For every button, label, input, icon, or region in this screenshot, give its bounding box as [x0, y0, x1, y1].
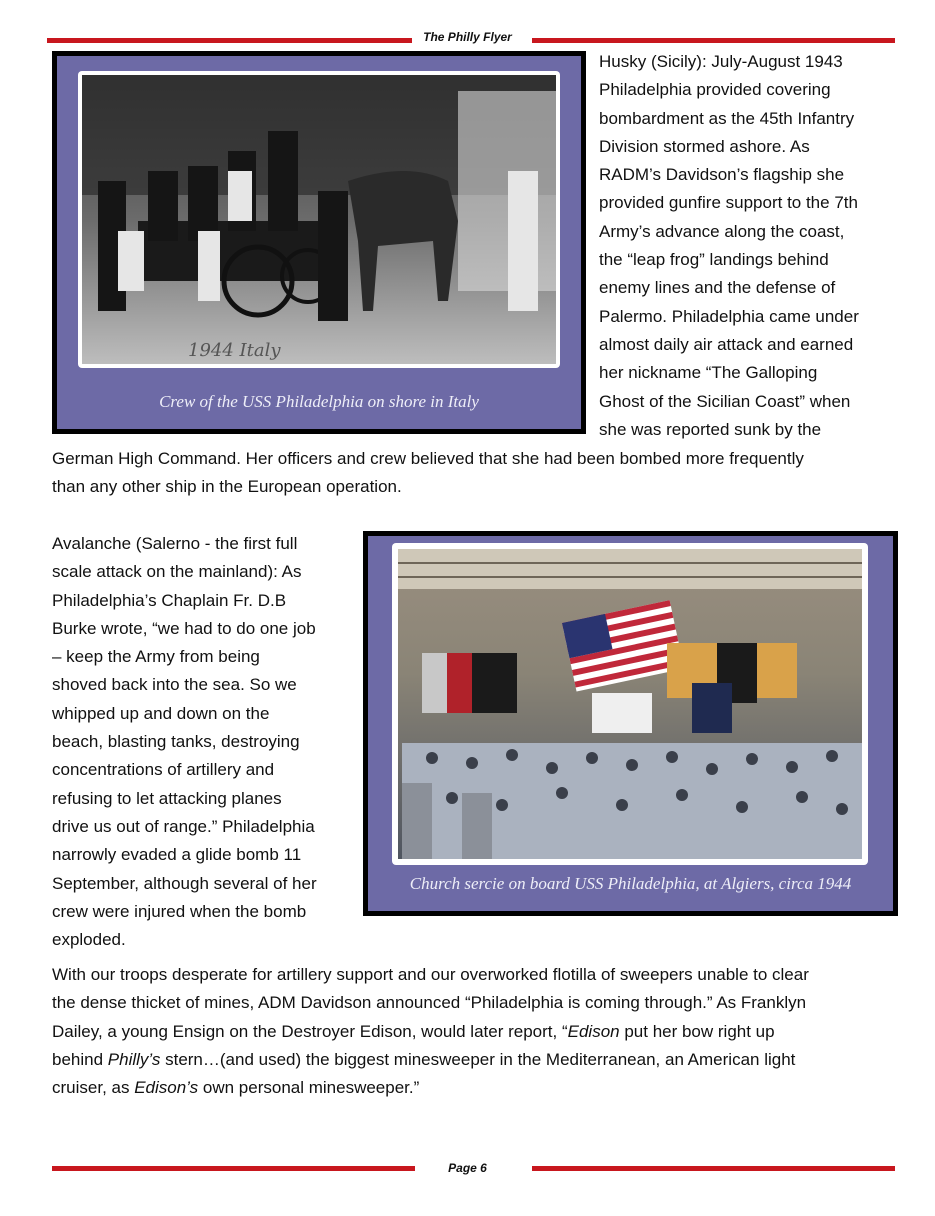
avalanche-line-5: – keep the Army from being	[52, 647, 260, 667]
final-paragraph	[52, 961, 922, 1102]
avalanche-line-1: Avalanche (Salerno - the first full	[52, 534, 298, 553]
avalanche-line-7: whipped up and down on the	[52, 703, 270, 723]
husky-line-11: almost daily air attack and earned	[599, 334, 854, 354]
avalanche-line-4: Burke wrote, “we had to do one job	[52, 618, 316, 638]
avalanche-line-6: shoved back into the sea. So we	[52, 675, 297, 695]
final-line-2: the dense thicket of mines, ADM Davidson announced “Philadelphia is coming through.” As Franklyn	[52, 993, 807, 1013]
church-photo-caption: Church sercie on board USS Philadelphia, at Algiers, circa 1944	[409, 874, 852, 893]
avalanche-line-3: Philadelphia’s Chaplain Fr. D.B	[52, 590, 287, 610]
husky-cont-line-2: than any other ship in the European operation.	[52, 477, 402, 497]
avalanche-line-12: narrowly evaded a glide bomb 11	[52, 845, 302, 865]
husky-line-7: Army’s advance along the coast,	[599, 221, 845, 241]
husky-line-3: bombardment as the 45th Infantry	[599, 108, 855, 128]
final-line-5: cruiser, as Edison’s own personal minesweeper.”	[52, 1078, 420, 1098]
page-number: Page 6	[448, 1161, 487, 1175]
husky-line-6: provided gunfire support to the 7th	[599, 193, 858, 213]
husky-cont-line-1: German High Command. Her officers and crew believed that she had been bombed more frequently	[52, 449, 804, 468]
avalanche-line-10: refusing to let attacking planes	[52, 788, 282, 808]
crew-photo	[78, 71, 560, 368]
avalanche-line-14: crew were injured when the bomb	[52, 901, 307, 921]
husky-line-13: Ghost of the Sicilian Coast” when	[599, 391, 851, 411]
avalanche-line-15: exploded.	[52, 930, 126, 950]
photo-inscription: 1944 Italy	[188, 340, 281, 361]
husky-continuation	[52, 445, 912, 502]
husky-line-9: enemy lines and the defense of	[599, 278, 836, 298]
husky-line-8: the “leap frog” landings behind	[599, 250, 829, 270]
husky-line-1: Husky (Sicily): July-August 1943	[599, 52, 843, 71]
avalanche-column	[52, 530, 357, 954]
newsletter-title: The Philly Flyer	[0, 30, 935, 44]
avalanche-line-9: concentrations of artillery and	[52, 760, 275, 780]
husky-line-4: Division stormed ashore. As	[599, 136, 810, 156]
husky-line-10: Palermo. Philadelphia came under	[599, 306, 859, 326]
final-line-4: behind Philly’s stern…(and used) the biggest minesweeper in the Mediterranean, an American light	[52, 1049, 796, 1069]
husky-line-5: RADM’s Davidson’s flagship she	[599, 165, 845, 185]
crew-photo-caption: Crew of the USS Philadelphia on shore in Italy	[159, 392, 479, 411]
edisons-emphasis: Edison’s	[134, 1078, 199, 1098]
husky-column	[599, 48, 899, 444]
phillys-emphasis: Philly’s	[107, 1049, 161, 1069]
husky-line-14: she was reported sunk by the	[599, 419, 822, 439]
final-line-1: With our troops desperate for artillery support and our overworked flotilla of sweepers unable to clear	[52, 965, 809, 984]
final-line-3: Dailey, a young Ensign on the Destroyer Edison, would later report, “Edison put her bow right up	[52, 1021, 775, 1041]
avalanche-line-13: September, although several of her	[52, 873, 317, 893]
husky-line-2: Philadelphia provided covering	[599, 80, 831, 100]
avalanche-line-2: scale attack on the mainland): As	[52, 562, 302, 582]
edison-emphasis: Edison	[567, 1021, 620, 1041]
husky-line-12: her nickname “The Galloping	[599, 363, 818, 383]
avalanche-line-8: beach, blasting tanks, destroying	[52, 732, 300, 752]
avalanche-line-11: drive us out of range.” Philadelphia	[52, 816, 315, 836]
church-service-photo	[392, 543, 868, 865]
